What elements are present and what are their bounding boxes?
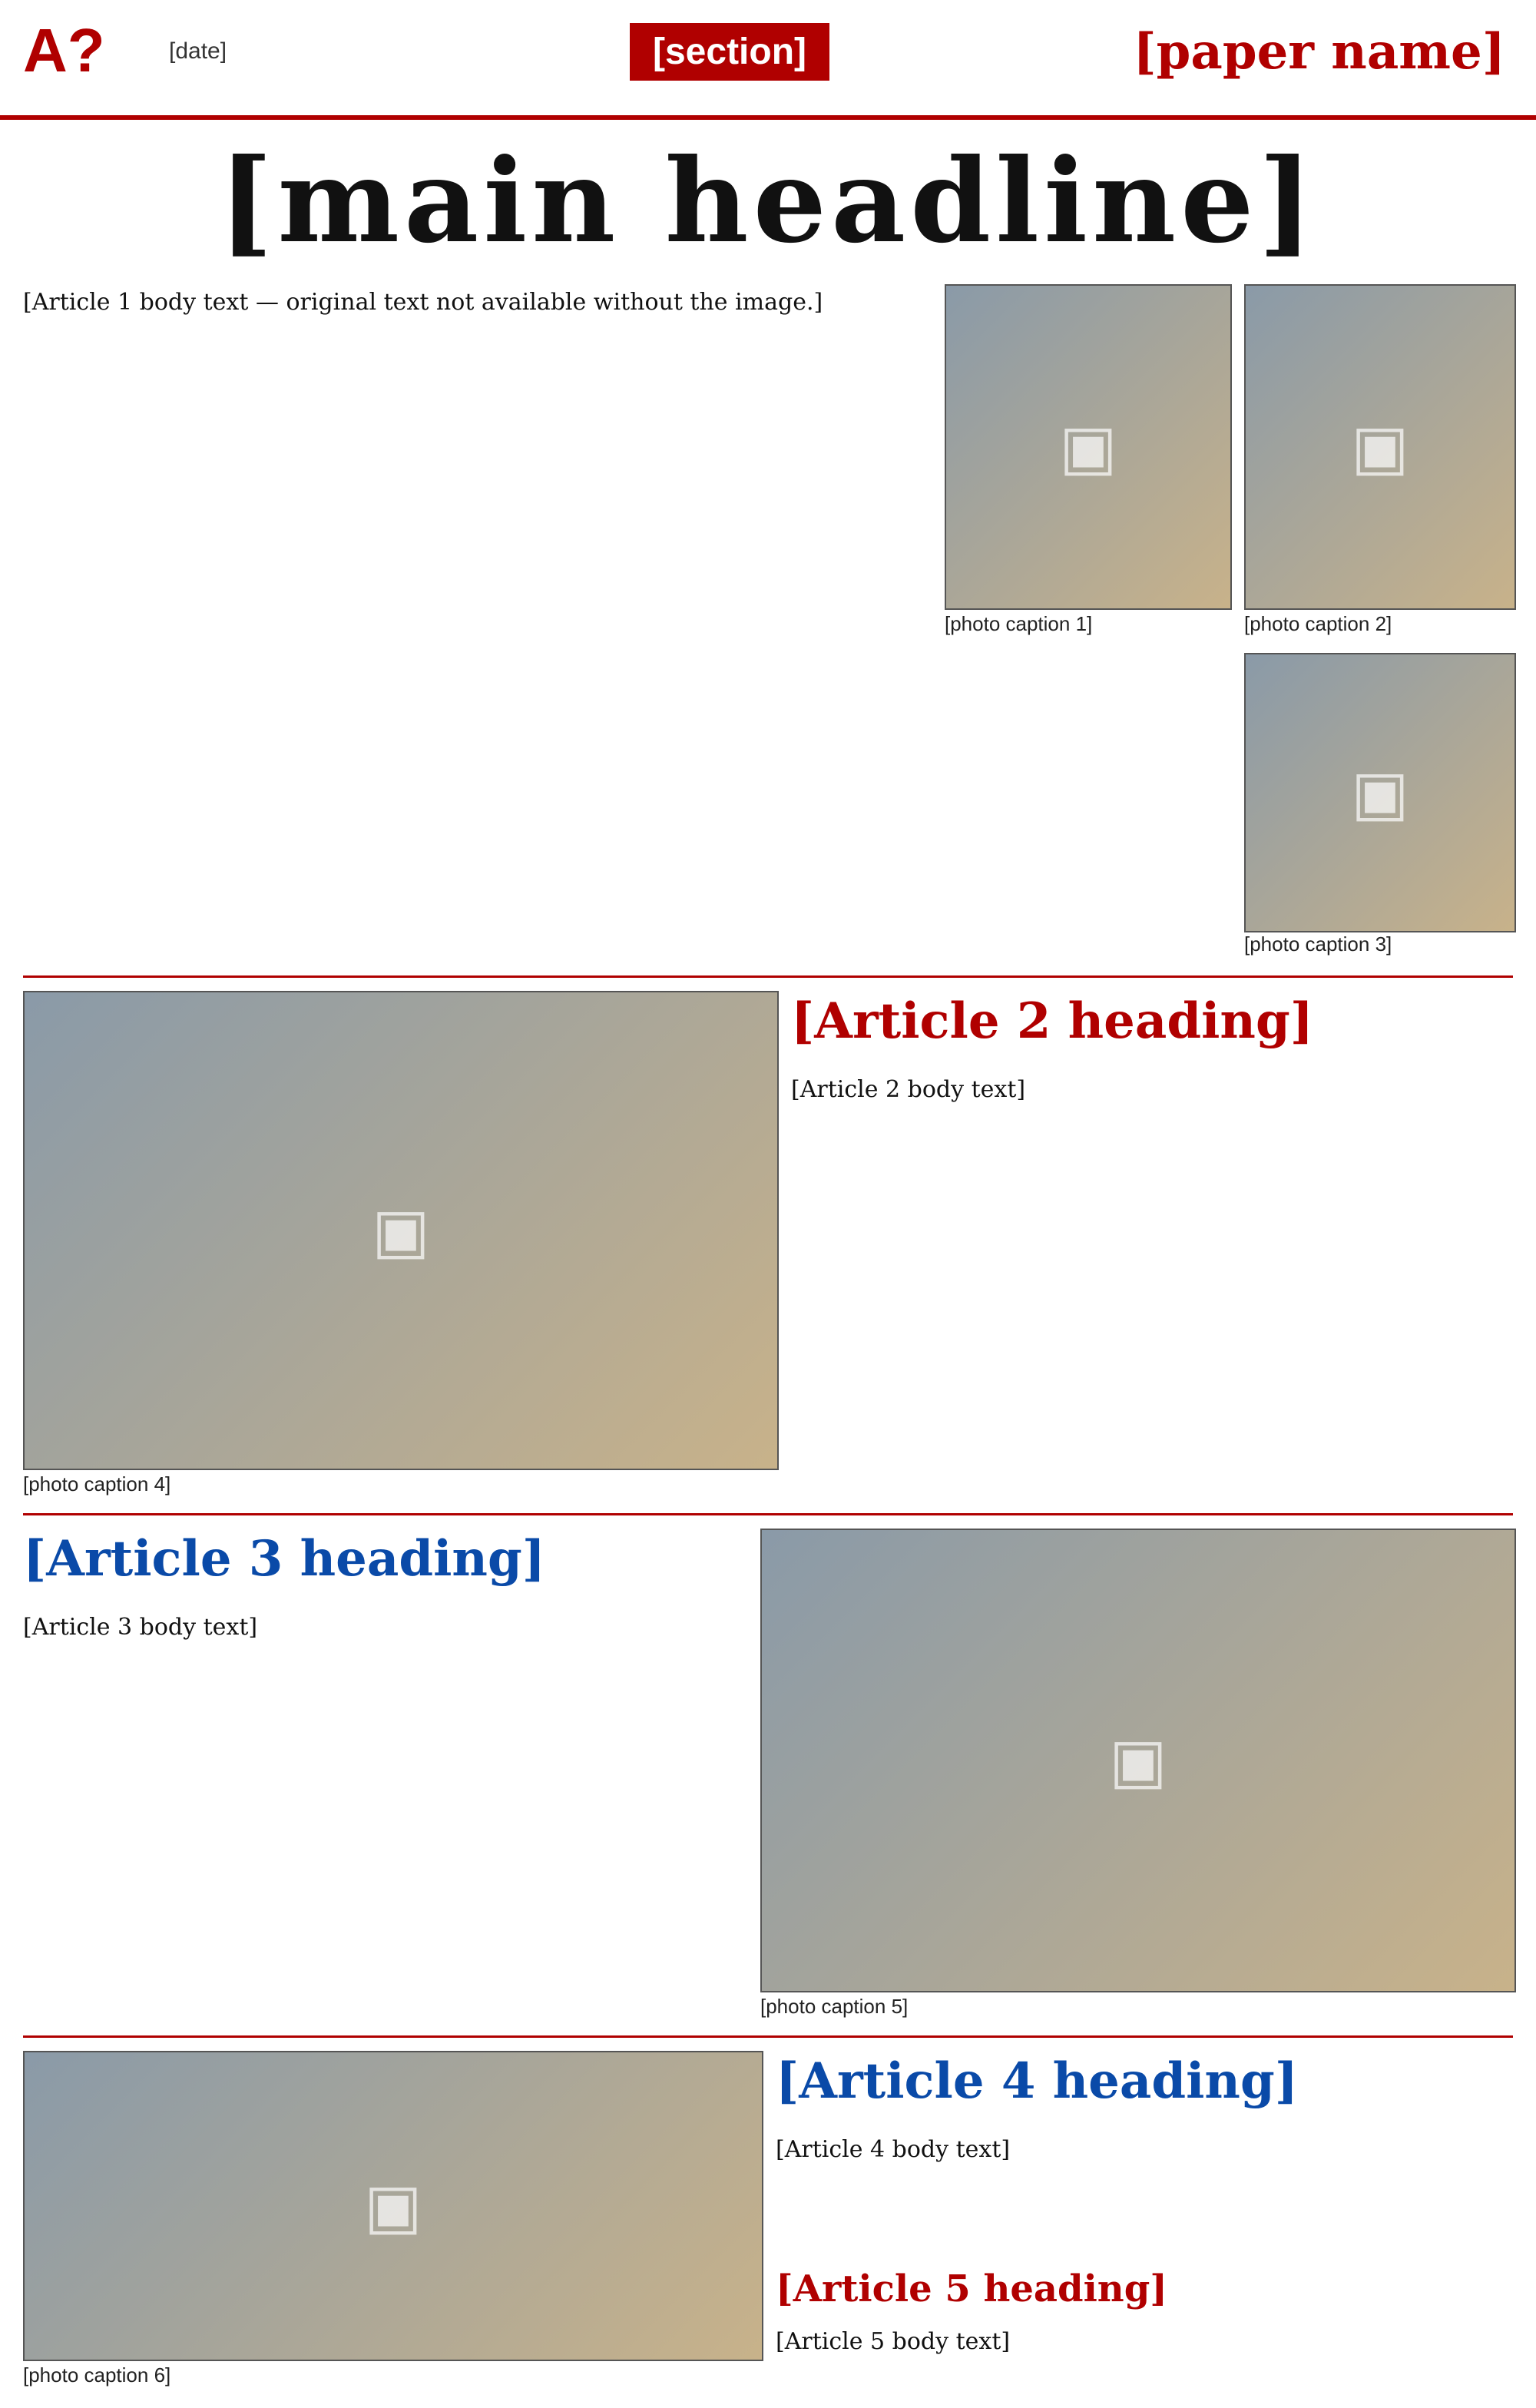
article-2-body: [Article 2 body text] <box>791 1076 1026 1103</box>
article-1-body: [Article 1 body text — original text not available without the image.] <box>23 289 823 316</box>
photo-icon: ▣ <box>1059 411 1117 483</box>
main-headline: [main headline] <box>218 134 1318 269</box>
photo-caption-1: [photo caption 1] <box>945 612 1093 635</box>
article-1-photo-1 <box>945 284 1232 610</box>
article-3-photo <box>760 1529 1516 1992</box>
photo-caption-2: [photo caption 2] <box>1244 612 1392 635</box>
section-divider <box>23 975 1513 978</box>
article-2-heading: [Article 2 heading] <box>791 992 1313 1050</box>
article-1-photo-3 <box>1244 653 1516 932</box>
section-divider <box>23 1513 1513 1515</box>
photo-caption-5: [photo caption 5] <box>760 1995 909 2018</box>
section-divider <box>23 2035 1513 2038</box>
article-5-heading: [Article 5 heading] <box>776 2267 1167 2310</box>
masthead <box>0 0 1536 120</box>
photo-caption-6: [photo caption 6] <box>23 2363 171 2386</box>
article-1-body-continued <box>945 653 1229 960</box>
issue-date: [date] <box>169 38 227 64</box>
article-5-body: [Article 5 body text] <box>776 2328 1011 2355</box>
article-3-body: [Article 3 body text] <box>23 1614 258 1641</box>
article-1-photo-2 <box>1244 284 1516 610</box>
article-3-heading: [Article 3 heading] <box>23 1530 545 1588</box>
photo-caption-3: [photo caption 3] <box>1244 932 1392 956</box>
photo-caption-4: [photo caption 4] <box>23 1472 171 1495</box>
photo-icon: ▣ <box>1109 1724 1167 1797</box>
article-4-body: [Article 4 body text] <box>776 2136 1011 2163</box>
page-number: A? <box>23 16 105 84</box>
article-4-heading: [Article 4 heading] <box>776 2052 1298 2110</box>
article-4-photo <box>23 2051 763 2361</box>
photo-icon: ▣ <box>1351 411 1409 483</box>
paper-name: [paper name] <box>1133 23 1505 81</box>
article-2-photo <box>23 991 779 1470</box>
photo-icon: ▣ <box>1351 757 1409 829</box>
photo-icon: ▣ <box>364 2170 422 2242</box>
photo-icon: ▣ <box>372 1194 430 1267</box>
section-label: [section] <box>630 23 829 81</box>
